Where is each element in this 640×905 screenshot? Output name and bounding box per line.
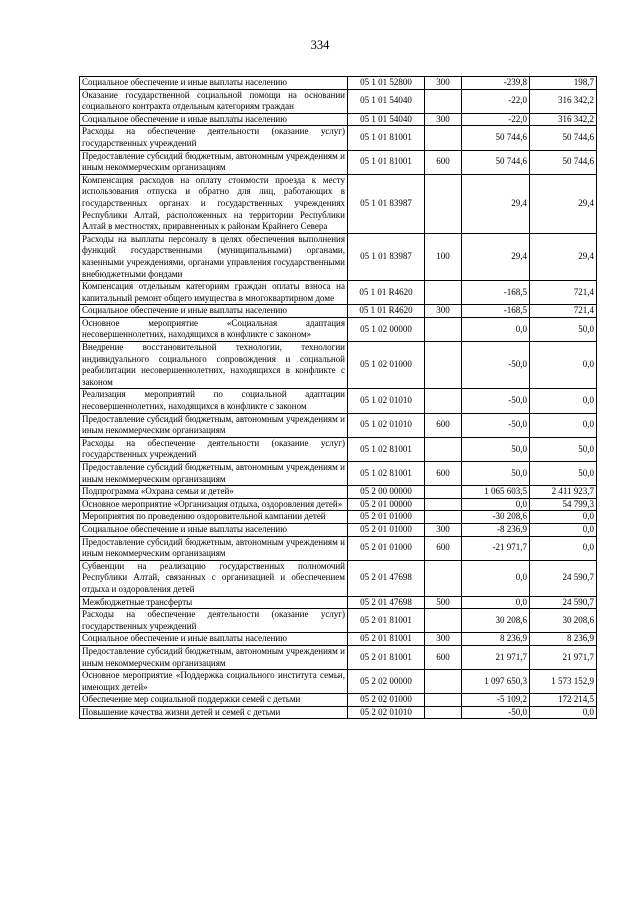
item-name-cell: Социальное обеспечение и иные выплаты населению (80, 305, 348, 318)
table-row (80, 694, 597, 707)
expense-type-cell (425, 174, 462, 233)
classification-code-cell: 05 2 01 01000 (348, 511, 425, 524)
classification-code-cell: 05 1 02 81001 (348, 462, 425, 486)
amount-change-cell: -168,5 (462, 281, 530, 305)
table-row (80, 342, 597, 389)
amount-total-cell: 316 342,2 (530, 113, 597, 126)
amount-change-cell: 29,4 (462, 233, 530, 280)
classification-code-cell: 05 1 01 54040 (348, 113, 425, 126)
item-name-cell: Компенсация отдельным категориям граждан оплаты взноса на капитальный ремонт общего имущества в многоквартирном доме (80, 281, 348, 305)
classification-code-cell: 05 2 02 01010 (348, 706, 425, 719)
table-row (80, 389, 597, 413)
table-row (80, 560, 597, 596)
expense-type-cell: 300 (425, 523, 462, 536)
expense-type-cell (425, 486, 462, 499)
amount-total-cell: 721,4 (530, 305, 597, 318)
expense-type-cell: 300 (425, 633, 462, 646)
amount-change-cell: -5 109,2 (462, 694, 530, 707)
amount-change-cell: -168,5 (462, 305, 530, 318)
amount-total-cell: 0,0 (530, 511, 597, 524)
table-row (80, 596, 597, 609)
table-row (80, 317, 597, 341)
amount-change-cell: -50,0 (462, 706, 530, 719)
amount-total-cell: 0,0 (530, 523, 597, 536)
table-row (80, 113, 597, 126)
expense-type-cell (425, 437, 462, 461)
item-name-cell: Компенсация расходов на оплату стоимости проезда к месту использования отпуска и обратно для лиц, работающих в государственных органах и государственных учреждениях Республики Алтай, расположенных на территории Республики Алтай в местностях, приравненных к районам Крайнего Севера (80, 174, 348, 233)
amount-total-cell: 316 342,2 (530, 89, 597, 113)
item-name-cell: Субвенции на реализацию государственных полномочий Республики Алтай, связанных с организацией и обеспечением отдыха и оздоровления детей (80, 560, 348, 596)
expense-type-cell: 600 (425, 645, 462, 669)
expense-type-cell (425, 560, 462, 596)
amount-total-cell: 0,0 (530, 413, 597, 437)
amount-change-cell: 21 971,7 (462, 645, 530, 669)
item-name-cell: Обеспечение мер социальной поддержки семей с детьми (80, 694, 348, 707)
classification-code-cell: 05 1 01 81001 (348, 150, 425, 174)
expense-type-cell: 300 (425, 305, 462, 318)
item-name-cell: Повышение качества жизни детей и семей с детьми (80, 706, 348, 719)
item-name-cell: Подпрограмма «Охрана семьи и детей» (80, 486, 348, 499)
expense-type-cell (425, 706, 462, 719)
expense-type-cell (425, 511, 462, 524)
classification-code-cell: 05 1 01 83987 (348, 174, 425, 233)
item-name-cell: Социальное обеспечение и иные выплаты населению (80, 633, 348, 646)
item-name-cell: Внедрение восстановительной технологии, технологии индивидуального социального сопровождения и социальной реабилитации несовершеннолетних, находящихся в конфликте с законом (80, 342, 348, 389)
expense-type-cell: 500 (425, 596, 462, 609)
amount-change-cell: 0,0 (462, 317, 530, 341)
table-row (80, 633, 597, 646)
classification-code-cell: 05 1 02 01010 (348, 389, 425, 413)
item-name-cell: Расходы на обеспечение деятельности (оказание услуг) государственных учреждений (80, 437, 348, 461)
table-row (80, 609, 597, 633)
amount-total-cell: 30 208,6 (530, 609, 597, 633)
amount-change-cell: -30 208,6 (462, 511, 530, 524)
item-name-cell: Основное мероприятие «Организация отдыха, оздоровления детей» (80, 498, 348, 511)
expense-type-cell (425, 89, 462, 113)
amount-total-cell: 50 744,6 (530, 150, 597, 174)
expense-type-cell (425, 670, 462, 694)
item-name-cell: Реализация мероприятий по социальной адаптации несовершеннолетних, находящихся в конфликте с законом (80, 389, 348, 413)
classification-code-cell: 05 2 02 01000 (348, 694, 425, 707)
amount-change-cell: -22,0 (462, 113, 530, 126)
item-name-cell: Предоставление субсидий бюджетным, автономным учреждениям и иным некоммерческим организациям (80, 462, 348, 486)
item-name-cell: Расходы на выплаты персоналу в целях обеспечения выполнения функций государственными (муниципальными) органами, казенными учреждениями, органами управления государственными внебюджетными фондами (80, 233, 348, 280)
expense-type-cell (425, 389, 462, 413)
amount-change-cell: 0,0 (462, 560, 530, 596)
classification-code-cell: 05 2 00 00000 (348, 486, 425, 499)
expense-type-cell: 600 (425, 413, 462, 437)
classification-code-cell: 05 2 01 00000 (348, 498, 425, 511)
item-name-cell: Основное мероприятие «Социальная адаптация несовершеннолетних, находящихся в конфликте с законом» (80, 317, 348, 341)
expense-type-cell (425, 281, 462, 305)
table-row (80, 150, 597, 174)
classification-code-cell: 05 1 01 52800 (348, 77, 425, 90)
classification-code-cell: 05 1 01 81001 (348, 126, 425, 150)
table-row (80, 486, 597, 499)
item-name-cell: Оказание государственной социальной помощи на основании социального контракта отдельным категориям граждан (80, 89, 348, 113)
amount-change-cell: 0,0 (462, 596, 530, 609)
item-name-cell: Межбюджетные трансферты (80, 596, 348, 609)
amount-change-cell: -22,0 (462, 89, 530, 113)
expense-type-cell: 600 (425, 150, 462, 174)
amount-total-cell: 24 590,7 (530, 560, 597, 596)
amount-total-cell: 54 799,3 (530, 498, 597, 511)
table-row (80, 670, 597, 694)
item-name-cell: Предоставление субсидий бюджетным, автономным учреждениям и иным некоммерческим организациям (80, 645, 348, 669)
expense-type-cell: 600 (425, 536, 462, 560)
amount-total-cell: 50,0 (530, 317, 597, 341)
amount-total-cell: 721,4 (530, 281, 597, 305)
classification-code-cell: 05 2 01 47698 (348, 560, 425, 596)
item-name-cell: Социальное обеспечение и иные выплаты населению (80, 77, 348, 90)
amount-change-cell: 1 097 650,3 (462, 670, 530, 694)
amount-total-cell: 24 590,7 (530, 596, 597, 609)
amount-change-cell: -50,0 (462, 389, 530, 413)
table-row (80, 77, 597, 90)
amount-total-cell: 0,0 (530, 706, 597, 719)
item-name-cell: Социальное обеспечение и иные выплаты населению (80, 523, 348, 536)
table-row (80, 233, 597, 280)
item-name-cell: Расходы на обеспечение деятельности (оказание услуг) государственных учреждений (80, 126, 348, 150)
table-row (80, 511, 597, 524)
table-row (80, 706, 597, 719)
expense-type-cell: 300 (425, 113, 462, 126)
amount-change-cell: -50,0 (462, 413, 530, 437)
amount-total-cell: 50 744,6 (530, 126, 597, 150)
amount-total-cell: 1 573 152,9 (530, 670, 597, 694)
amount-total-cell: 8 236,9 (530, 633, 597, 646)
amount-change-cell: 1 065 603,5 (462, 486, 530, 499)
classification-code-cell: 05 1 02 01000 (348, 342, 425, 389)
table-row (80, 536, 597, 560)
budget-table-body (80, 77, 597, 719)
amount-change-cell: 50,0 (462, 437, 530, 461)
classification-code-cell: 05 1 01 R4620 (348, 305, 425, 318)
amount-total-cell: 0,0 (530, 536, 597, 560)
item-name-cell: Предоставление субсидий бюджетным, автономным учреждениям и иным некоммерческим организациям (80, 413, 348, 437)
amount-change-cell: -239,8 (462, 77, 530, 90)
amount-total-cell: 21 971,7 (530, 645, 597, 669)
classification-code-cell: 05 2 01 01000 (348, 536, 425, 560)
classification-code-cell: 05 2 01 01000 (348, 523, 425, 536)
expense-type-cell (425, 694, 462, 707)
amount-total-cell: 29,4 (530, 233, 597, 280)
expense-type-cell: 600 (425, 462, 462, 486)
classification-code-cell: 05 1 02 81001 (348, 437, 425, 461)
table-row (80, 174, 597, 233)
page-number: 334 (310, 38, 330, 52)
amount-change-cell: 50,0 (462, 462, 530, 486)
table-row (80, 413, 597, 437)
amount-change-cell: -50,0 (462, 342, 530, 389)
classification-code-cell: 05 1 01 R4620 (348, 281, 425, 305)
amount-total-cell: 29,4 (530, 174, 597, 233)
table-row (80, 498, 597, 511)
expense-type-cell (425, 342, 462, 389)
table-row (80, 126, 597, 150)
item-name-cell: Расходы на обеспечение деятельности (оказание услуг) государственных учреждений (80, 609, 348, 633)
classification-code-cell: 05 2 01 47698 (348, 596, 425, 609)
classification-code-cell: 05 1 02 00000 (348, 317, 425, 341)
expense-type-cell (425, 609, 462, 633)
amount-total-cell: 172 214,5 (530, 694, 597, 707)
amount-total-cell: 198,7 (530, 77, 597, 90)
amount-change-cell: 29,4 (462, 174, 530, 233)
classification-code-cell: 05 1 02 01010 (348, 413, 425, 437)
amount-change-cell: 50 744,6 (462, 150, 530, 174)
classification-code-cell: 05 2 01 81001 (348, 645, 425, 669)
expense-type-cell (425, 317, 462, 341)
amount-change-cell: 8 236,9 (462, 633, 530, 646)
item-name-cell: Социальное обеспечение и иные выплаты населению (80, 113, 348, 126)
amount-total-cell: 50,0 (530, 462, 597, 486)
amount-change-cell: -21 971,7 (462, 536, 530, 560)
expense-type-cell (425, 126, 462, 150)
table-row (80, 462, 597, 486)
item-name-cell: Основное мероприятие «Поддержка социального института семьи, имеющих детей» (80, 670, 348, 694)
item-name-cell: Предоставление субсидий бюджетным, автономным учреждениям и иным некоммерческим организациям (80, 150, 348, 174)
classification-code-cell: 05 1 01 54040 (348, 89, 425, 113)
expense-type-cell: 300 (425, 77, 462, 90)
table-row (80, 645, 597, 669)
amount-total-cell: 2 411 923,7 (530, 486, 597, 499)
amount-total-cell: 0,0 (530, 389, 597, 413)
classification-code-cell: 05 2 02 00000 (348, 670, 425, 694)
amount-total-cell: 0,0 (530, 342, 597, 389)
item-name-cell: Предоставление субсидий бюджетным, автономным учреждениям и иным некоммерческим организациям (80, 536, 348, 560)
classification-code-cell: 05 2 01 81001 (348, 609, 425, 633)
amount-change-cell: 50 744,6 (462, 126, 530, 150)
table-row (80, 523, 597, 536)
expense-type-cell: 100 (425, 233, 462, 280)
amount-change-cell: -8 236,9 (462, 523, 530, 536)
table-row (80, 305, 597, 318)
classification-code-cell: 05 1 01 83987 (348, 233, 425, 280)
item-name-cell: Мероприятия по проведению оздоровительной кампании детей (80, 511, 348, 524)
table-row (80, 437, 597, 461)
budget-table (79, 76, 597, 719)
amount-change-cell: 30 208,6 (462, 609, 530, 633)
amount-total-cell: 50,0 (530, 437, 597, 461)
amount-change-cell: 0,0 (462, 498, 530, 511)
expense-type-cell (425, 498, 462, 511)
table-row (80, 281, 597, 305)
table-row (80, 89, 597, 113)
classification-code-cell: 05 2 01 81001 (348, 633, 425, 646)
